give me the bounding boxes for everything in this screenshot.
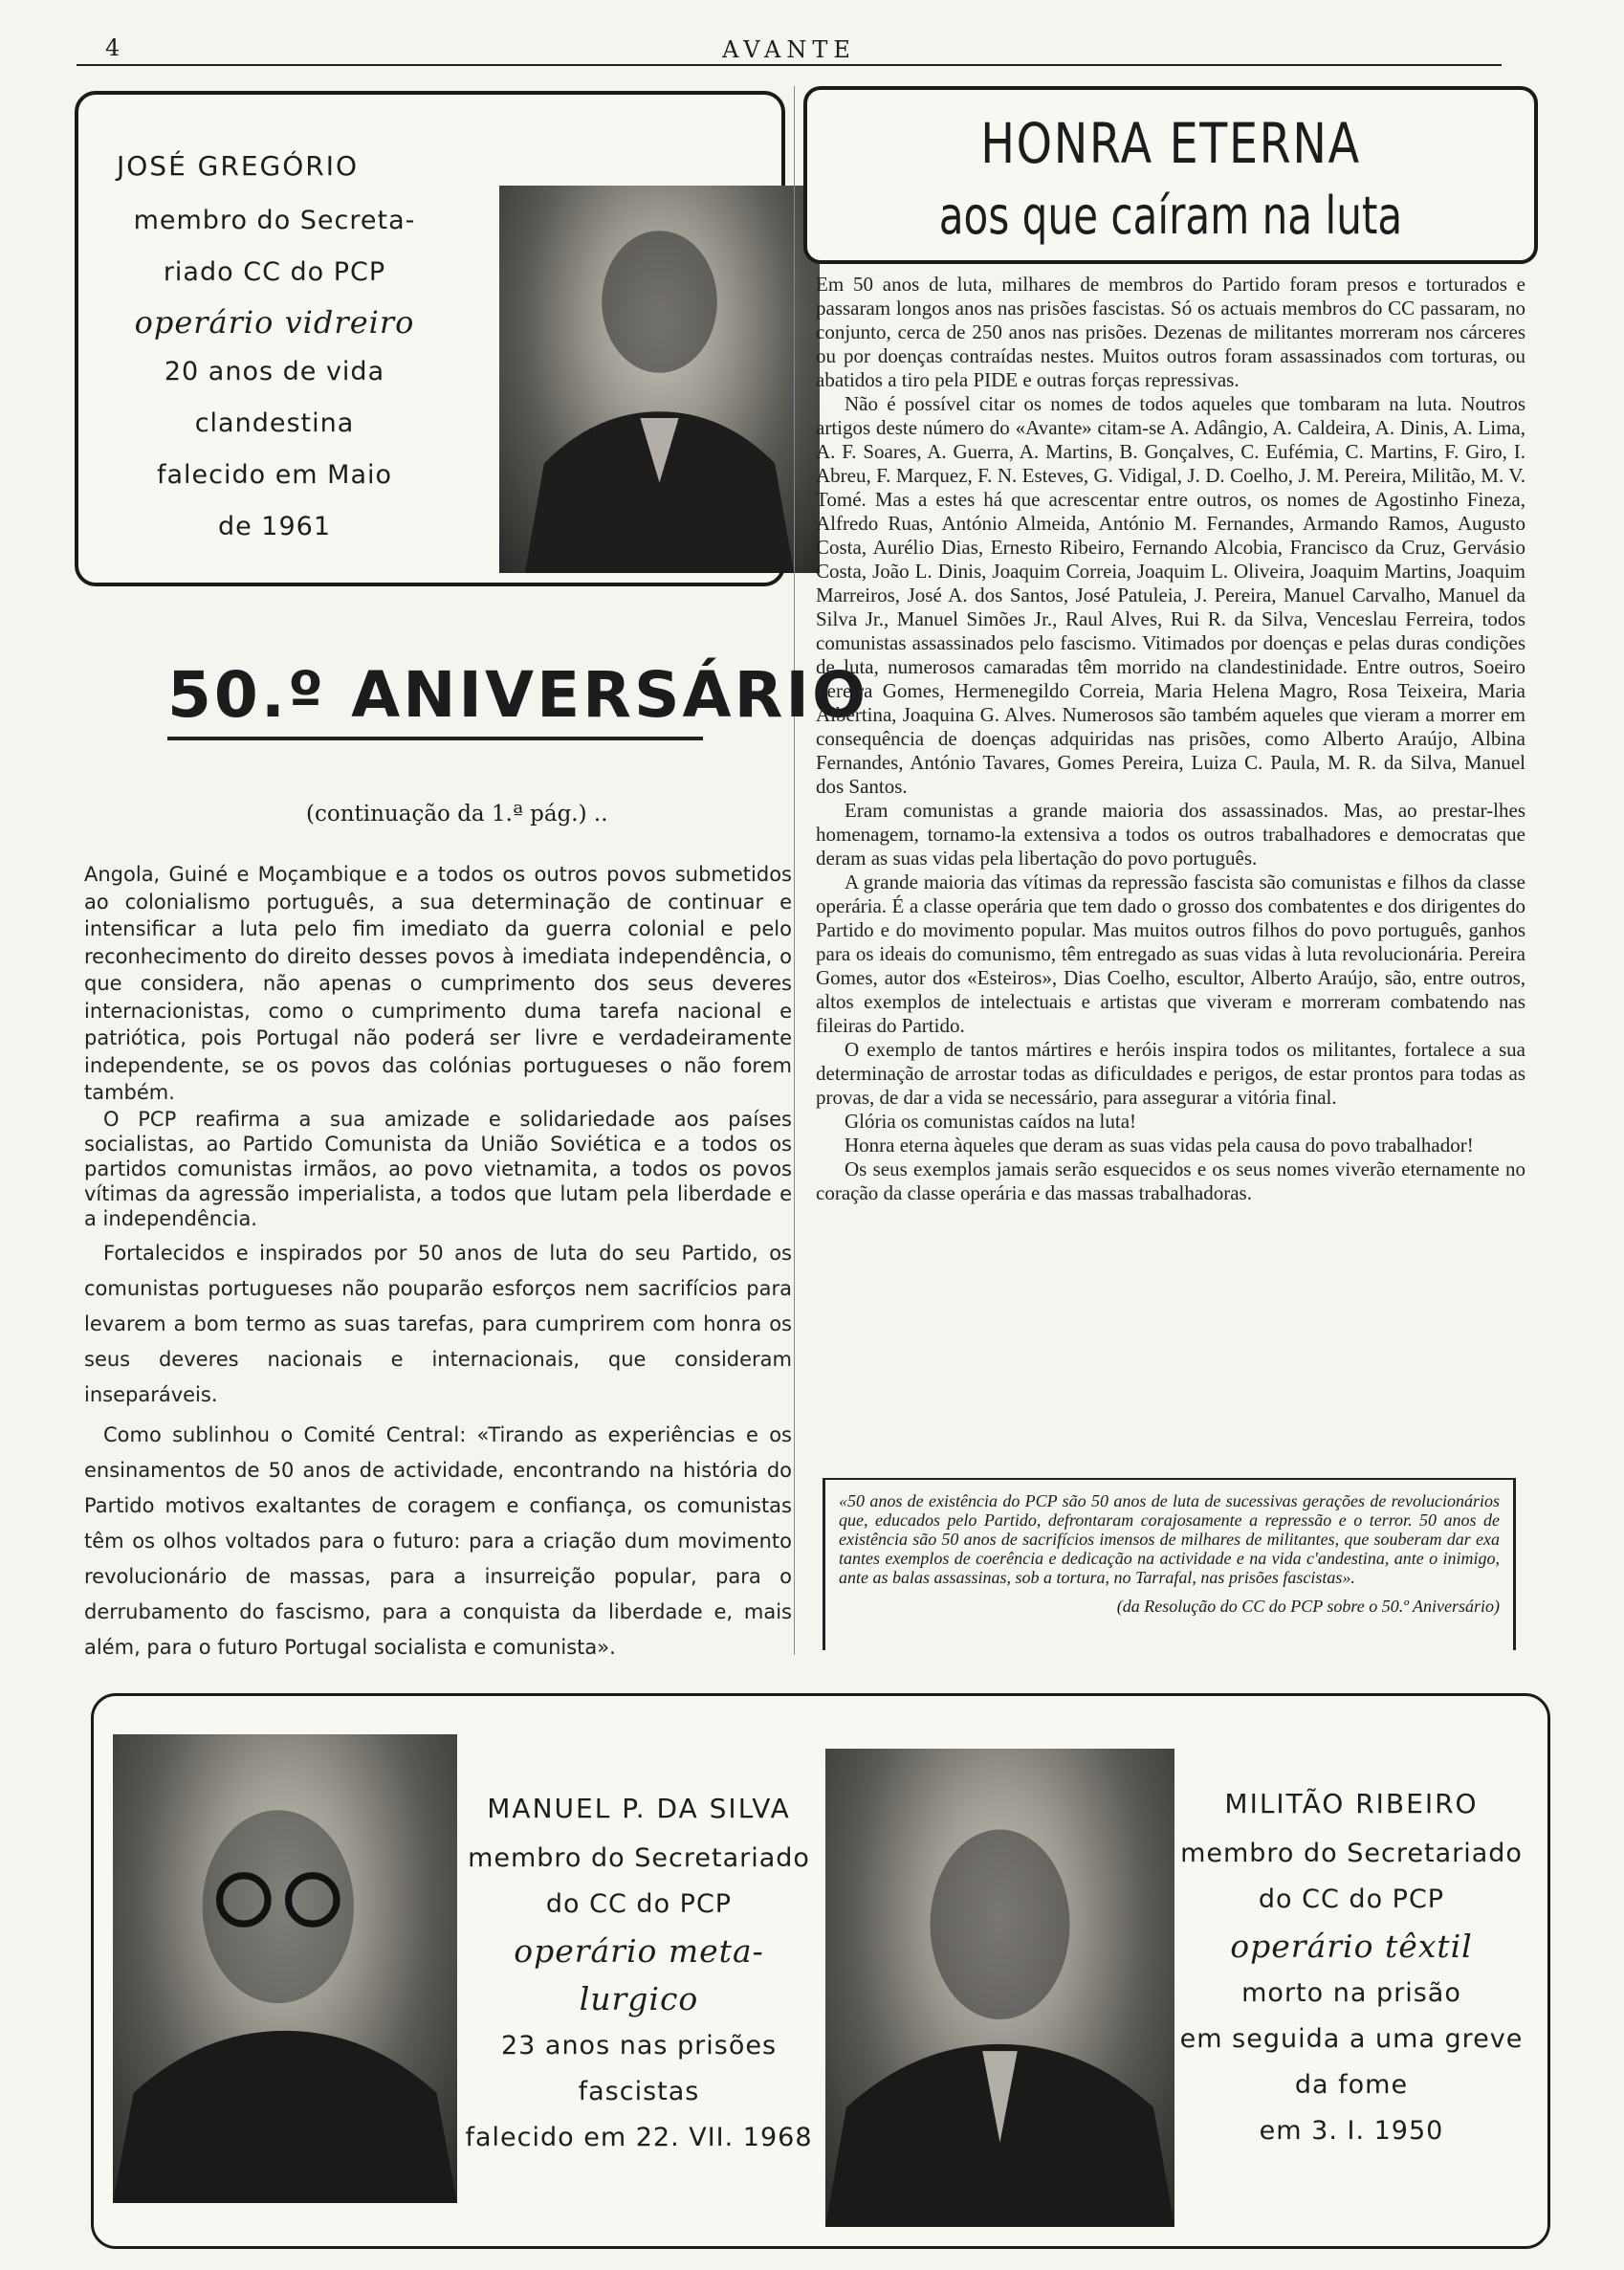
- bio-line: clandestina: [194, 408, 355, 438]
- portrait-photo-militao: [825, 1749, 1174, 2227]
- portrait-silhouette: [113, 1734, 457, 2203]
- bio-line: falecido em 22. VII. 1968: [465, 2123, 813, 2152]
- honra-subtitle: aos que caíram na luta: [938, 186, 1403, 246]
- header-rule: [77, 64, 1502, 66]
- tribute-box-bottom: [91, 1693, 1550, 2249]
- continuation-note: (continuação da 1.ª pág.) ..: [306, 802, 608, 826]
- bio-line: de 1961: [217, 512, 332, 541]
- occupation: operário têxtil: [1230, 1928, 1473, 1965]
- bio-manuel-silva: [462, 1782, 816, 2161]
- bio-line: da fome: [1294, 2070, 1409, 2100]
- portrait-silhouette: [825, 1749, 1174, 2227]
- bio-line: falecido em Maio: [156, 460, 393, 490]
- bio-line: fascistas: [578, 2077, 700, 2106]
- bio-line: membro do Secreta-: [133, 206, 416, 235]
- bio-line: 23 anos nas prisões: [500, 2031, 778, 2061]
- paragraph: Honra eterna àqueles que deram as suas vidas pela causa do povo trabalhador!: [845, 1134, 1474, 1157]
- portrait-silhouette: [499, 186, 820, 573]
- person-name: JOSÉ GREGÓRIO: [117, 150, 359, 182]
- bio-line: em 3. I. 1950: [1259, 2116, 1444, 2146]
- honra-eterna-box: [803, 86, 1538, 264]
- bio-line: do CC do PCP: [545, 1889, 733, 1919]
- page-number: 4: [105, 34, 121, 61]
- occupation: lurgico: [579, 1980, 699, 2017]
- portrait-photo: [499, 186, 820, 573]
- person-name: MILITÃO RIBEIRO: [1224, 1788, 1479, 1819]
- bio-line: morto na prisão: [1241, 1978, 1461, 2008]
- paragraph: Os seus exemplos jamais serão esquecidos e os seus nomes viverão eternamente no coração da classe operária e das massas trabalhadoras.: [816, 1157, 1525, 1204]
- quote-citation: (da Resolução do CC do PCP sobre o 50.º Aniversário): [1116, 1597, 1500, 1616]
- bio-line: riado CC do PCP: [163, 257, 386, 287]
- paragraph: O PCP reafirma a sua amizade e solidariedade aos países socialistas, ao Partido Comunista da União Soviética e a todos os partidos comunistas irmãos, ao povo vietnamita, a todos os povos vítimas da agressão imperialista, a todos que lutam pela liberdade e a independência.: [84, 1107, 792, 1230]
- paragraph: Angola, Guiné e Moçambique e a todos os outros povos submetidos ao colonialismo português, a sua determinação de continuar e intensificar a luta pelo fim imediato da guerra colonial e pelo reconhecimento do direito desses povos à imediata independência, o que considera, não apenas o cumprimento dos seus deveres internacionistas, como o cumprimento duma tarefa nacional e patriótica, pois Portugal não poderá ser livre e verdadeiramente independente, se os povos das colónias portugueses o não forem também.: [84, 863, 792, 1104]
- paragraph: Eram comunistas a grande maioria dos assassinados. Mas, ao prestar-lhes homenagem, tornamo-la extensiva a todos os outros trabalhadores e democratas que deram as suas vidas pela libertação do povo português.: [816, 799, 1525, 870]
- bio-line: em seguida a uma greve: [1179, 2024, 1524, 2054]
- masthead: AVANTE: [722, 36, 856, 63]
- article-left-column: [84, 861, 792, 1665]
- occupation: operário meta-: [514, 1932, 764, 1970]
- bio-militao-ribeiro: [1170, 1777, 1533, 2154]
- portrait-photo-manuel: [113, 1734, 457, 2203]
- paragraph: Fortalecidos e inspirados por 50 anos de luta do seu Partido, os comunistas portugueses não pouparão esforços nem sacrifícios para levarem a bom termo as suas tarefas, para cumprirem com honra os seus deveres nacionais e internacionais, que consideram inseparáveis.: [84, 1241, 792, 1406]
- occupation: operário vidreiro: [134, 304, 415, 341]
- headline-rule: [167, 737, 703, 740]
- paragraph: Glória os comunistas caídos na luta!: [845, 1110, 1137, 1133]
- bio-jose-gregorio: [88, 138, 509, 553]
- bio-line: membro do Secretariado: [468, 1843, 810, 1873]
- quote-text: «50 anos de existência do PCP são 50 anos de luta de sucessivas gerações de revolucionários que, educados pelo Partido, defrontaram corajosamente a repressão e o terror. 50 anos de existência são 50 anos de sacrifícios imensos de milhares de militantes, que souberam dar exa tantes exemplos de coerência e dedicação na actividade e na vida c'andestina, ante o inimigo, ante as balas assassinas, sob a tortura, no Tarrafal, nas prisões fascistas».: [839, 1491, 1500, 1587]
- paragraph: Não é possível citar os nomes de todos aqueles que tombaram na luta. Noutros artigos deste número do «Avante» citam-se A. Adângio, A. Caldeira, A. Dinis, A. Lima, A. F. Soares, A. Guerra, A. Martins, B. Gonçalves, C. Eufémia, C. Martins, F. Giro, I. Abreu, F. Marquez, F. N. Esteves, G. Vidigal, J. D. Coelho, J. M. Pereira, Militão, M. V. Tomé. Mas a estes há que acrescentar entre outros, os nomes de Agostinho Fineza, Alfredo Ruas, António Almeida, António M. Fernandes, Armando Ramos, Augusto Costa, Aurélio Dias, Ernesto Ribeiro, Fernando Alcobia, Francisco da Cruz, Gervásio Costa, João L. Dinis, Joaquim Correia, Joaquim L. Oliveira, Joaquim Martins, Joaquim Marreiros, José A. dos Santos, José Patuleia, J. Pereira, Manuel Carvalho, Manuel da Silva Jr., Manuel Simões Jr., Raul Alves, Rui R. da Silva, Venceslau Ferreira, todos comunistas assassinados pelo fascismo. Vitimados por doenças e pelas duras condições de luta, numerosos camaradas têm morrido na clandestinidade. Entre outros, Soeiro Pereira Gomes, Hermenegildo Correia, Maria Helena Magro, Rosa Teixeira, Maria Albertina, Joaquina G. Alves. Numerosos são também aqueles que vieram a morrer em consequência de doenças adquiridas nas prisões, como Alberto Araújo, Albina Fernandes, António Tavares, Gomes Pereira, Luiza C. Paula, M. R. da Silva, Manuel dos Santos.: [816, 392, 1525, 798]
- person-name: MANUEL P. DA SILVA: [487, 1793, 791, 1824]
- page-header: [77, 34, 1502, 61]
- article-right-column: [816, 273, 1525, 1205]
- paragraph: Como sublinhou o Comité Central: «Tirando as experiências e os ensinamentos de 50 anos de actividade, encontrando na história do Partido motivos exaltantes de coragem e confiança, os comunistas têm os olhos voltados para o futuro: para a criação dum movimento revolucionário de massas, para a insurreição popular, para o derrubamento do fascismo, para a conquista da liberdade e, mais além, para o futuro Portugal socialista e comunista».: [84, 1422, 792, 1659]
- honra-title: HONRA ETERNA: [980, 111, 1361, 176]
- column-divider: [794, 86, 795, 1655]
- headline: 50.º ANIVERSÁRIO: [167, 658, 869, 732]
- paragraph: O exemplo de tantos mártires e heróis inspira todos os militantes, fortalece a sua determinação de arrostar todas as dificuldades e perigos, de estar prontos para todas as provas, de dar a vida se necessário, para assegurar a vitória final.: [816, 1038, 1525, 1109]
- resolution-quote: [823, 1480, 1516, 1650]
- tribute-box-jose-gregorio: [75, 91, 785, 586]
- bio-line: 20 anos de vida: [164, 357, 385, 386]
- paragraph: Em 50 anos de luta, milhares de membros do Partido foram presos e torturados e passaram longos anos nas prisões fascistas. Só os actuais membros do CC passaram, no conjunto, cerca de 250 anos nas prisões. Dezenas de militantes morreram nos cárceres ou por doenças contraídas nestes. Muitos outros foram assassinados com torturas, ou abatidos a tiro pela PIDE e outras forças repressivas.: [816, 273, 1525, 391]
- bio-line: do CC do PCP: [1258, 1884, 1445, 1914]
- paragraph: A grande maioria das vítimas da repressão fascista são comunistas e filhos da classe operária. É a classe operária que tem dado o grosso dos combatentes e dos dirigentes do Partido e do movimento popular. Mas muitos outros filhos do povo português, ganhos para os ideais do comunismo, têm entregado as suas vidas à luta revolucionária. Pereira Gomes, autor dos «Esteiros», Dias Coelho, escultor, Alberto Araújo, são, entre outros, altos exemplos de intelectuais e artistas que viveram e morreram combatendo nas fileiras do Partido.: [816, 871, 1525, 1037]
- bio-line: membro do Secretariado: [1180, 1839, 1523, 1868]
